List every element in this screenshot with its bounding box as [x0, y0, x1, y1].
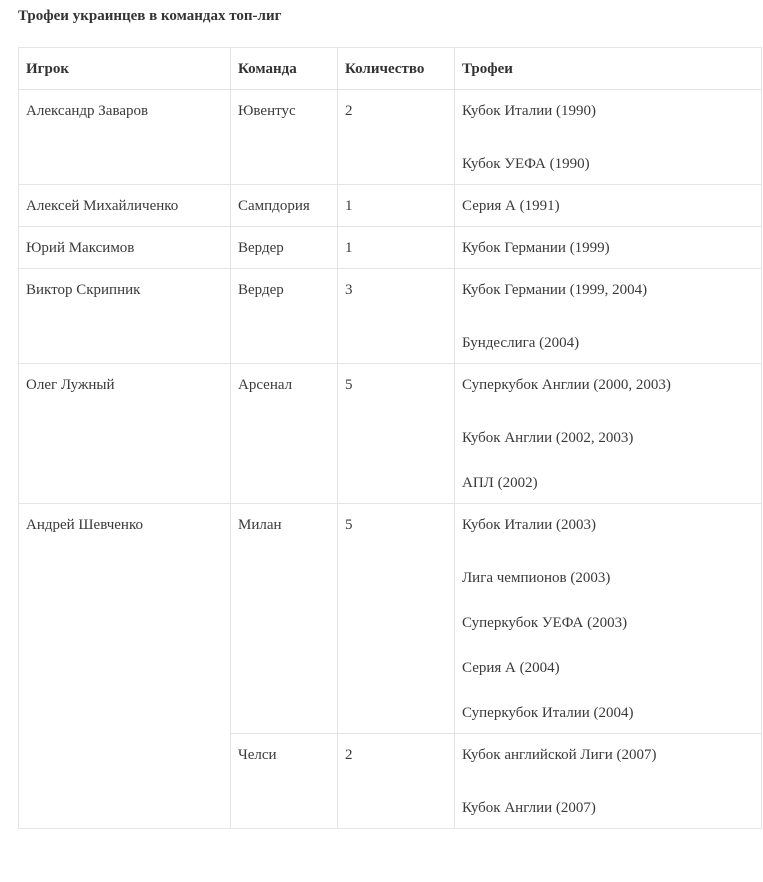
header-player: Игрок: [19, 48, 231, 90]
trophy-item: Суперкубок Англии (2000, 2003): [462, 377, 671, 393]
trophy-item: Суперкубок УЕФА (2003): [462, 615, 628, 631]
trophy-item: АПЛ (2002): [462, 475, 538, 491]
trophies-cell: [455, 269, 762, 364]
table-row: [19, 504, 762, 734]
table-row: [19, 90, 762, 185]
trophies-cell: [455, 504, 762, 734]
count-cell: 1: [338, 185, 455, 227]
table-row: [19, 185, 762, 227]
trophy-item: Кубок Англии (2002, 2003): [462, 430, 634, 446]
trophies-cell: [455, 227, 762, 269]
player-cell: Юрий Максимов: [19, 227, 231, 269]
trophies-table: [18, 47, 762, 829]
trophies-cell: [455, 90, 762, 185]
player-cell: Александр Заваров: [19, 90, 231, 185]
table-row: [19, 269, 762, 364]
trophy-item: Кубок английской Лиги (2007): [462, 747, 657, 763]
trophy-item: Кубок УЕФА (1990): [462, 156, 590, 172]
trophy-item: Кубок Англии (2007): [462, 800, 596, 816]
header-trophies: Трофеи: [455, 48, 762, 90]
team-cell: Арсенал: [231, 364, 338, 504]
player-cell: Алексей Михайличенко: [19, 185, 231, 227]
team-cell: Вердер: [231, 227, 338, 269]
team-cell: Милан: [231, 504, 338, 734]
table-row: [19, 227, 762, 269]
table-row: [19, 364, 762, 504]
team-cell: Сампдория: [231, 185, 338, 227]
team-cell: Вердер: [231, 269, 338, 364]
trophy-item: Кубок Италии (1990): [462, 103, 596, 119]
count-cell: 5: [338, 504, 455, 734]
trophy-item: Серия А (1991): [462, 198, 560, 214]
count-cell: 2: [338, 90, 455, 185]
count-cell: 2: [338, 734, 455, 829]
trophy-item: Суперкубок Италии (2004): [462, 705, 634, 721]
trophy-item: Бундеслига (2004): [462, 335, 580, 351]
player-cell: Андрей Шевченко: [19, 504, 231, 829]
trophies-cell: [455, 185, 762, 227]
table-header-row: [19, 48, 762, 90]
header-team: Команда: [231, 48, 338, 90]
header-count: Количество: [338, 48, 455, 90]
trophy-item: Серия А (2004): [462, 660, 560, 676]
trophy-item: Лига чемпионов (2003): [462, 570, 611, 586]
trophy-item: Кубок Италии (2003): [462, 517, 596, 533]
player-cell: Виктор Скрипник: [19, 269, 231, 364]
trophy-item: Кубок Германии (1999): [462, 240, 610, 256]
team-cell: Челси: [231, 734, 338, 829]
player-cell: Олег Лужный: [19, 364, 231, 504]
page-title: Трофеи украинцев в командах топ-лиг: [18, 8, 282, 24]
team-cell: Ювентус: [231, 90, 338, 185]
count-cell: 5: [338, 364, 455, 504]
trophy-item: Кубок Германии (1999, 2004): [462, 282, 648, 298]
count-cell: 1: [338, 227, 455, 269]
trophies-cell: [455, 364, 762, 504]
count-cell: 3: [338, 269, 455, 364]
trophies-cell: [455, 734, 762, 829]
